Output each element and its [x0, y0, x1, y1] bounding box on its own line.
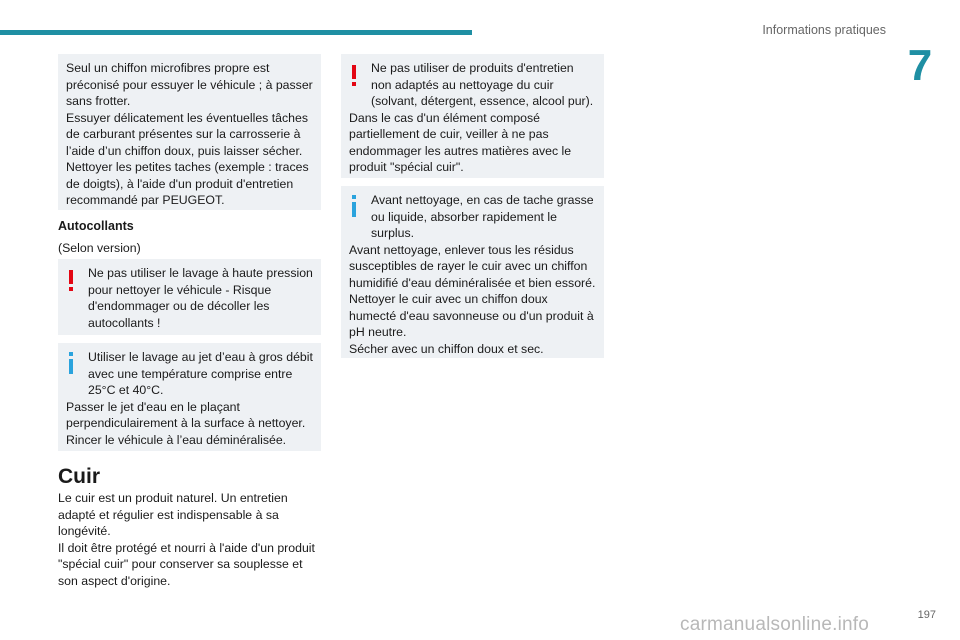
- chapter-number: 7: [907, 41, 933, 90]
- cuir-line: Il doit être protégé et nourri à l'aide d'un produit "spécial cuir" pour conserver sa souplesse et son aspect d'origine.: [58, 540, 315, 588]
- advice-line: Essuyer délicatement les éventuelles tâches de carburant présentes sur la carrosserie à l’aide d’un chiffon doux, puis laisser sécher.: [66, 110, 308, 158]
- advice-line: Seul un chiffon microfibres propre est préconisé pour essuyer le véhicule ; à passer sans frotter.: [66, 61, 313, 108]
- cleaning-advice-box: [58, 54, 321, 210]
- warning-icon: [349, 65, 359, 87]
- autocollants-heading: Autocollants: [58, 219, 134, 233]
- info-line: Sécher avec un chiffon doux et sec.: [349, 341, 544, 356]
- warning-text: Dans le cas d'un élément composé partiellement de cuir, veiller à ne pas endommager les autres matières avec le produit "spécial cuir".: [349, 110, 572, 174]
- info-icon: [349, 195, 359, 217]
- info-icon: [66, 352, 76, 374]
- advice-line: Nettoyer les petites taches (exemple : traces de doigts), à l'aide d'un produit d'entretien recommandé par PEUGEOT.: [66, 160, 309, 207]
- cuir-heading: Cuir: [58, 465, 100, 488]
- warning-text: Ne pas utiliser le lavage à haute pression pour nettoyer le véhicule - Risque d'endommager ou de décoller les autocollants !: [88, 266, 313, 330]
- warning-box-cuir: [341, 54, 604, 178]
- info-box-lavage: [58, 343, 321, 451]
- info-line: Avant nettoyage, en cas de tache grasse ou liquide, absorber rapidement le surplus.: [371, 193, 594, 240]
- cuir-body: [58, 490, 316, 589]
- info-line: Passer le jet d'eau en le plaçant perpendiculairement à la surface à nettoyer.: [66, 399, 306, 430]
- info-line: Avant nettoyage, enlever tous les résidus susceptibles de rayer le cuir avec un chiffon humidifié d'eau déminéralisée et bien essoré.: [349, 242, 596, 290]
- page-number: 197: [917, 609, 936, 621]
- section-title: Informations pratiques: [762, 23, 886, 37]
- warning-box-autocollants: [58, 259, 321, 335]
- cuir-line: Le cuir est un produit naturel. Un entretien adapté et régulier est indispensable à sa longévité.: [58, 491, 288, 538]
- info-box-cuir: [341, 186, 604, 358]
- warning-icon: [66, 270, 76, 292]
- info-line: Utiliser le lavage au jet d’eau à gros débit avec une température comprise entre 25°C et 40°C.: [88, 350, 313, 397]
- version-note: (Selon version): [58, 241, 141, 255]
- header-accent-bar: [0, 30, 472, 35]
- warning-text: Ne pas utiliser de produits d'entretien non adaptés au nettoyage du cuir (solvant, détergent, essence, alcool pur).: [371, 61, 594, 108]
- info-line: Rincer le véhicule à l’eau déminéralisée.: [66, 432, 287, 447]
- watermark: carmanualsonline.info: [680, 614, 870, 635]
- info-line: Nettoyer le cuir avec un chiffon doux humecté d'eau savonneuse ou d'un produit à pH neutre.: [349, 292, 594, 339]
